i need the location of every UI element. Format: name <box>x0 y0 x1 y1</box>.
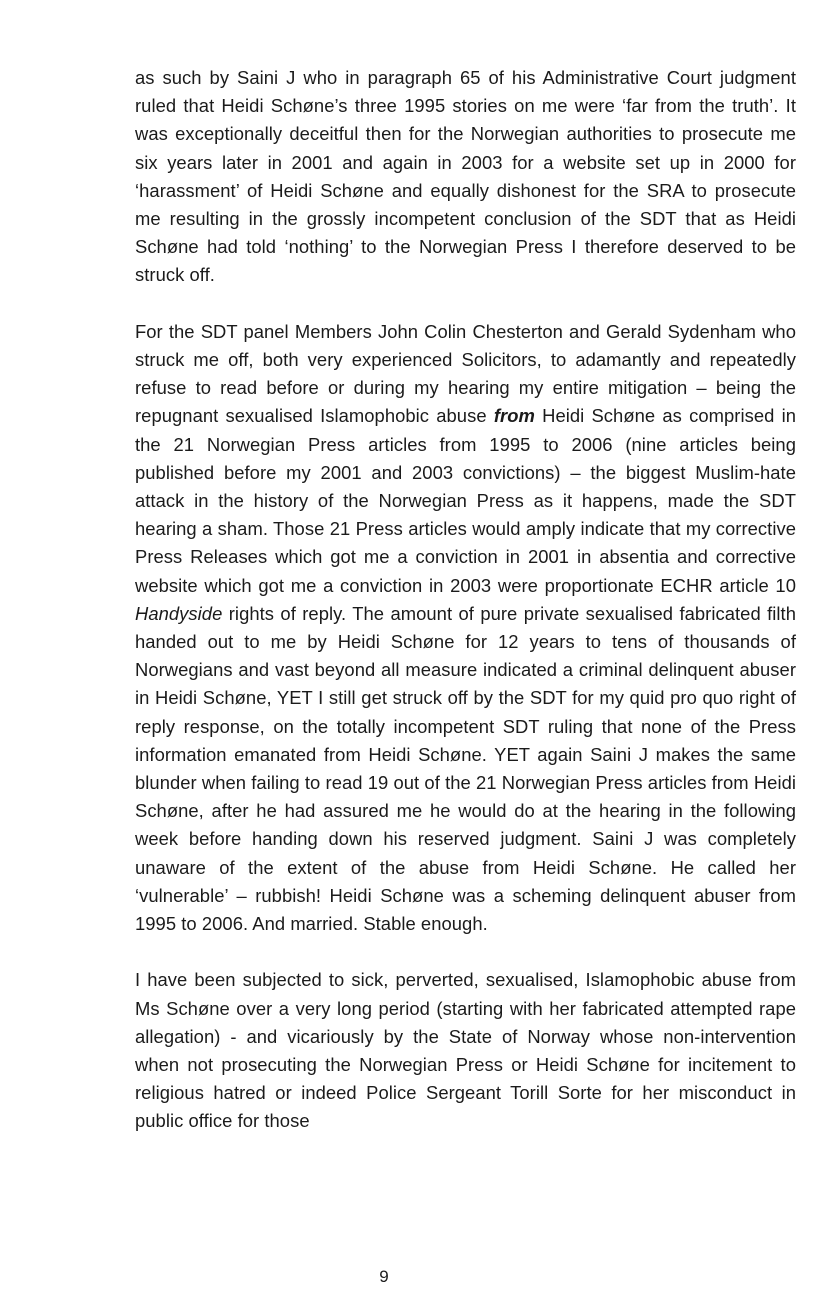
paragraph-2 <box>135 318 796 938</box>
page-number: 9 <box>379 1267 389 1286</box>
paragraph-2-text-2: Heidi Schøne as comprised in the 21 Norwegian Press articles from 1995 to 2006 (nine articles being published before my 2001 and 2003 convictions) – the biggest Muslim-hate attack in the history of the Norwegian Press as it happens, made the SDT hearing a sham. Those 21 Press articles would amply indicate that my corrective Press Releases which got me a conviction in 2001 in absentia and corrective website which got me a conviction in 2003 were proportionate ECHR article 10 <box>135 405 796 596</box>
paragraph-3: I have been subjected to sick, perverted, sexualised, Islamophobic abuse from Ms Schøne over a very long period (starting with her fabricated attempted rape allegation) - and vicariously by the State of Norway whose non-intervention when not prosecuting the Norwegian Press or Heidi Schøne for incitement to religious hatred or indeed Police Sergeant Torill Sorte for her misconduct in public office for those <box>135 969 796 1132</box>
paragraph-2-text-1: For the SDT panel Members John Colin Chesterton and Gerald Sydenham who struck me off, both very experienced Solicitors, to adamantly and repeatedly refuse to read before or during my hearing my entire mitigation – being the repugnant sexualised Islamophobic abuse <box>135 320 796 427</box>
paragraph-1: as such by Saini J who in paragraph 65 of his Administrative Court judgment ruled that Heidi Schøne’s three 1995 stories on me were ‘far from the truth’. It was exceptionally deceitful then for the Norwegian authorities to prosecute me six years later in 2001 and again in 2003 for a website set up in 2000 for ‘harassment’ of Heidi Schøne and equally dishonest for the SRA to prosecute me resulting in the grossly incompetent conclusion of the SDT that as Heidi Schøne had told ‘nothing’ to the Norwegian Press I therefore deserved to be struck off. <box>135 67 796 286</box>
document-body <box>135 64 796 1136</box>
paragraph-2-text-3: rights of reply. The amount of pure private sexualised fabricated filth handed out to me by Heidi Schøne for 12 years to tens of thousands of Norwegians and vast beyond all measure indicated a criminal delinquent abuser in Heidi Schøne, YET I still get struck off by the SDT for my quid pro quo right of reply response, on the totally incompetent SDT ruling that none of the Press information emanated from Heidi Schøne. YET again Saini J makes the same blunder when failing to read 19 out of the 21 Norwegian Press articles from Heidi Schøne, after he had assured me he would do at the hearing in the following week before handing down his reserved judgment. Saini J was completely unaware of the extent of the abuse from Heidi Schøne. He called her ‘vulnerable’ – rubbish! Heidi Schøne was a scheming delinquent abuser from 1995 to 2006. And married. Stable enough. <box>135 602 796 935</box>
emphasized-word-handyside: Handyside <box>135 602 223 624</box>
emphasized-word-from: from <box>493 405 535 427</box>
